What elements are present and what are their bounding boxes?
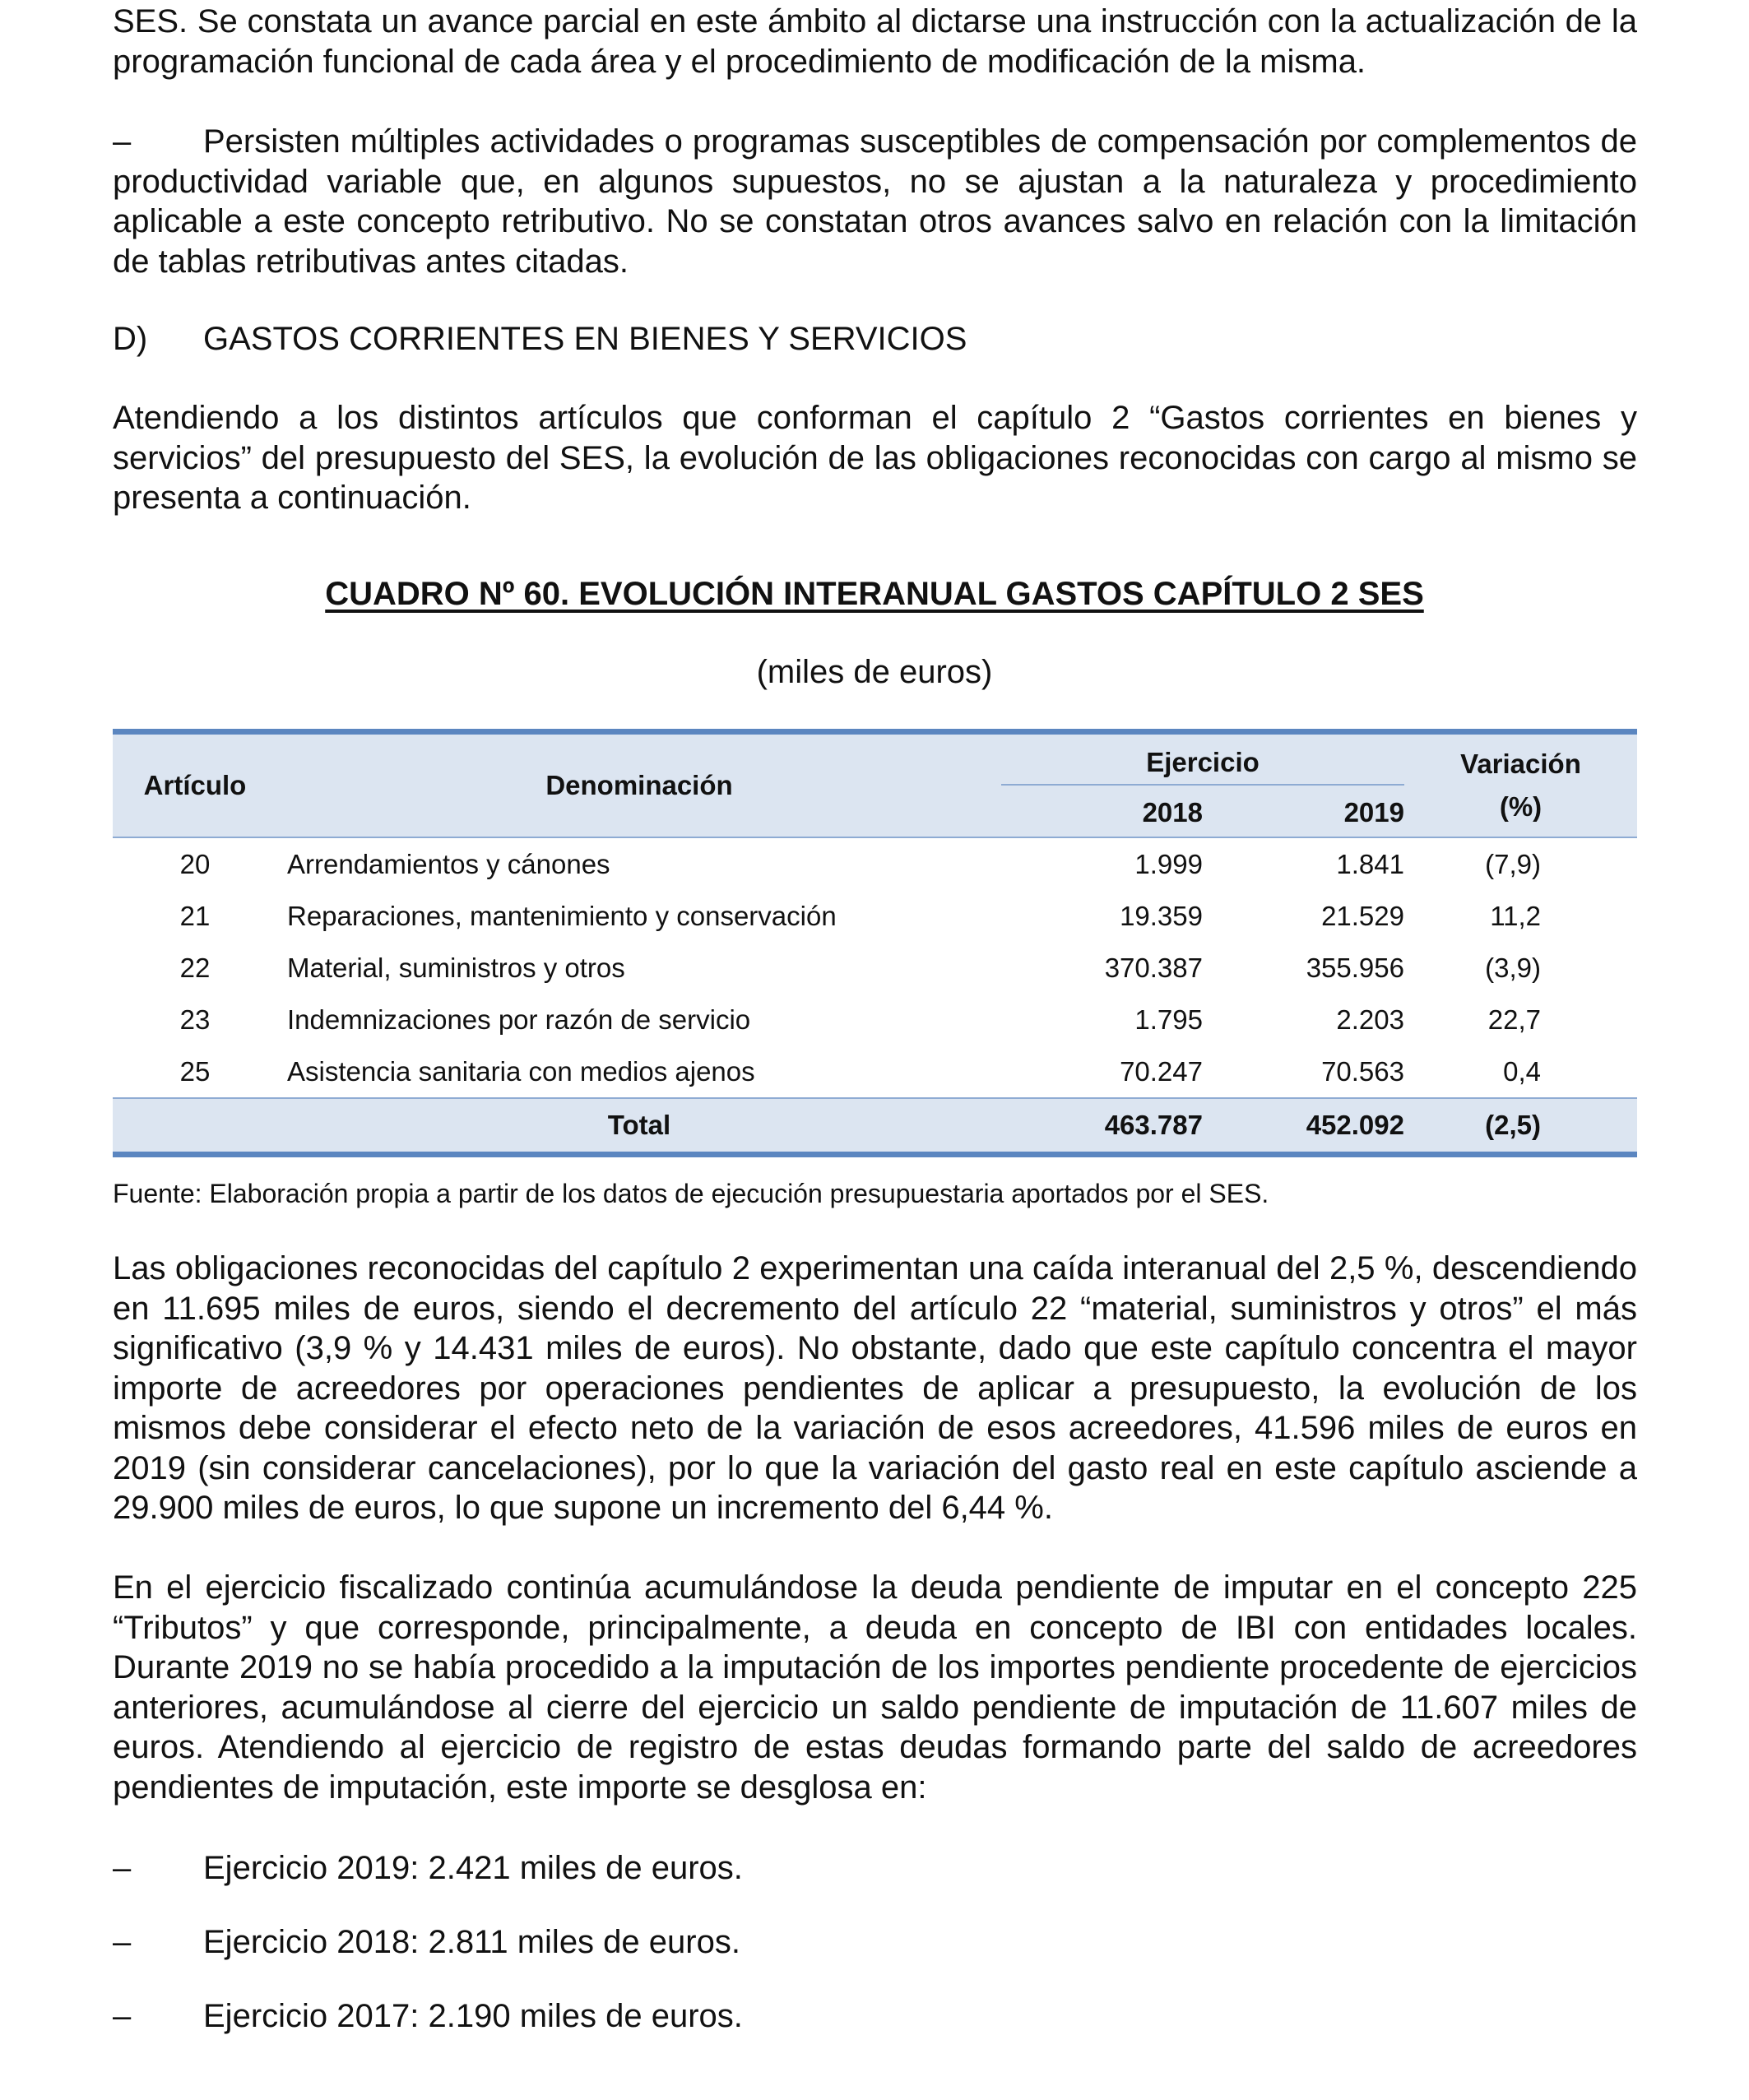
header-ejercicio	[1001, 732, 1404, 790]
cell-articulo: 22	[179, 952, 211, 983]
table-row	[113, 1045, 1637, 1098]
header-2018-label: 2018	[1142, 797, 1203, 827]
cell-2019: 70.563	[1321, 1055, 1404, 1087]
cell-denominacion: Asistencia sanitaria con medios ajenos	[287, 1055, 755, 1087]
cell-articulo: 20	[179, 848, 211, 879]
paragraph-obligaciones: Las obligaciones reconocidas del capítulo 2 experimentan una caída interanual del 2,5 %, descendiendo en 11.695 miles de euros, siendo el decremento del artículo 22 “material, suministros y otros” el más significativo (3,9 % y 14.431 miles de euros). No obstante, dado que este capítulo concentra el mayor importe de acreedores por operaciones pendientes de aplicar a presupuesto, la evolución de los mismos debe considerar el efecto neto de la variación de esos acreedores, 41.596 miles de euros en 2019 (sin considerar cancelaciones), por lo que la variación del gasto real en este capítulo asciende a 29.900 miles de euros, lo que supone un incremento del 6,44 %.	[113, 1250, 1637, 1526]
header-2018	[1001, 789, 1203, 837]
cell-denominacion: Arrendamientos y cánones	[287, 848, 610, 879]
cell-2019: 21.529	[1321, 900, 1404, 931]
intro-paragraph: SES. Se constata un avance parcial en este ámbito al dictarse una instrucción con la actualización de la programación funcional de cada área y el procedimiento de modificación de la misma.	[113, 3, 1637, 80]
section-title: GASTOS CORRIENTES EN BIENES Y SERVICIOS	[203, 321, 967, 357]
bullet-persisten	[113, 122, 1637, 281]
header-variacion-label: Variación	[1460, 749, 1581, 779]
cell-articulo: 21	[179, 900, 211, 931]
cell-empty	[113, 1098, 277, 1155]
table-source: Fuente: Elaboración propia a partir de los datos de ejecución presupuestaria aportados por el SES.	[113, 1179, 1269, 1208]
paragraph-atendiendo: Atendiendo a los distintos artículos que conforman el capítulo 2 “Gastos corrientes en bienes y servicios” del presupuesto del SES, la evolución de las obligaciones reconocidas con cargo al mismo se presenta a continuación.	[113, 400, 1637, 516]
cell-2018: 1.999	[1134, 848, 1203, 879]
section-heading-d	[113, 319, 967, 359]
paragraph-ejercicio: En el ejercicio fiscalizado continúa acumulándose la deuda pendiente de imputar en el concepto 225 “Tributos” y que corresponde, principalmente, a deuda en concepto de IBI con entidades locales. Durante 2019 no se había procedido a la imputación de los importes pendiente procedente de ejercicios anteriores, acumulándose al cierre del ejercicio un saldo pendiente de imputación de 11.607 miles de euros. Atendiendo al ejercicio de registro de estas deudas formando parte del saldo de acreedores pendientes de imputación, este importe se desglosa en:	[113, 1569, 1637, 1806]
cell-variacion: 0,4	[1503, 1055, 1541, 1087]
list-item	[113, 1996, 1637, 2037]
cell-2018: 1.795	[1134, 1004, 1203, 1035]
list-item-text: Ejercicio 2019: 2.421 miles de euros.	[203, 1850, 743, 1886]
list-item	[113, 1922, 1637, 1963]
dash-marker: –	[113, 1998, 132, 2034]
cell-variacion: 11,2	[1490, 900, 1541, 931]
cell-2018: 370.387	[1104, 952, 1203, 983]
expenses-table	[113, 729, 1637, 1157]
cell-articulo: 23	[179, 1004, 211, 1035]
header-2019-label: 2019	[1343, 797, 1404, 827]
table-row	[113, 994, 1637, 1045]
list-item-text: Ejercicio 2018: 2.811 miles de euros.	[203, 1924, 740, 1960]
cell-2019: 1.841	[1336, 848, 1404, 879]
table-row	[113, 890, 1637, 942]
cell-total-label: Total	[277, 1098, 1001, 1155]
cell-denominacion: Material, suministros y otros	[287, 952, 625, 983]
cell-variacion: (7,9)	[1485, 848, 1541, 879]
cell-total-variacion: (2,5)	[1404, 1098, 1637, 1155]
dash-marker: –	[113, 1850, 132, 1886]
header-denominacion: Denominación	[277, 732, 1001, 838]
section-letter: D)	[113, 321, 148, 357]
cell-total-2019: 452.092	[1203, 1098, 1404, 1155]
table-title	[0, 574, 1749, 614]
cell-2019: 2.203	[1336, 1004, 1404, 1035]
cell-variacion: 22,7	[1487, 1004, 1541, 1035]
bullet-persisten-text: Persisten múltiples actividades o programas susceptibles de compensación por complementos de productividad variable que, en algunos supuestos, no se ajustan a la naturaleza y procedimiento aplicable a este concepto retributivo. No se constatan otros avances salvo en relación con la limitación de tablas retributivas antes citadas.	[113, 123, 1637, 280]
dash-marker: –	[113, 1924, 132, 1960]
table-subtitle: (miles de euros)	[756, 654, 993, 690]
header-ejercicio-label: Ejercicio	[1001, 744, 1404, 786]
cell-denominacion: Indemnizaciones por razón de servicio	[287, 1004, 751, 1035]
header-2019	[1203, 789, 1404, 837]
table-title-text: CUADRO Nº 60. EVOLUCIÓN INTERANUAL GASTOS CAPÍTULO 2 SES	[325, 576, 1424, 612]
table-row	[113, 837, 1637, 890]
cell-denominacion: Reparaciones, mantenimiento y conservación	[287, 900, 837, 931]
header-variacion	[1404, 732, 1637, 838]
cell-2019: 355.956	[1306, 952, 1404, 983]
table-total-row	[113, 1098, 1637, 1155]
cell-2018: 70.247	[1120, 1055, 1203, 1087]
table-row	[113, 942, 1637, 994]
list-item	[113, 1848, 1637, 1889]
header-pct-label: (%)	[1499, 791, 1543, 822]
list-item-text: Ejercicio 2017: 2.190 miles de euros.	[203, 1998, 743, 2034]
cell-2018: 19.359	[1120, 900, 1203, 931]
table-body	[113, 837, 1637, 1155]
dash-marker: –	[113, 123, 132, 160]
cell-variacion: (3,9)	[1485, 952, 1541, 983]
header-articulo: Artículo	[113, 732, 277, 838]
cell-total-2018: 463.787	[1001, 1098, 1203, 1155]
cell-articulo: 25	[179, 1055, 211, 1087]
